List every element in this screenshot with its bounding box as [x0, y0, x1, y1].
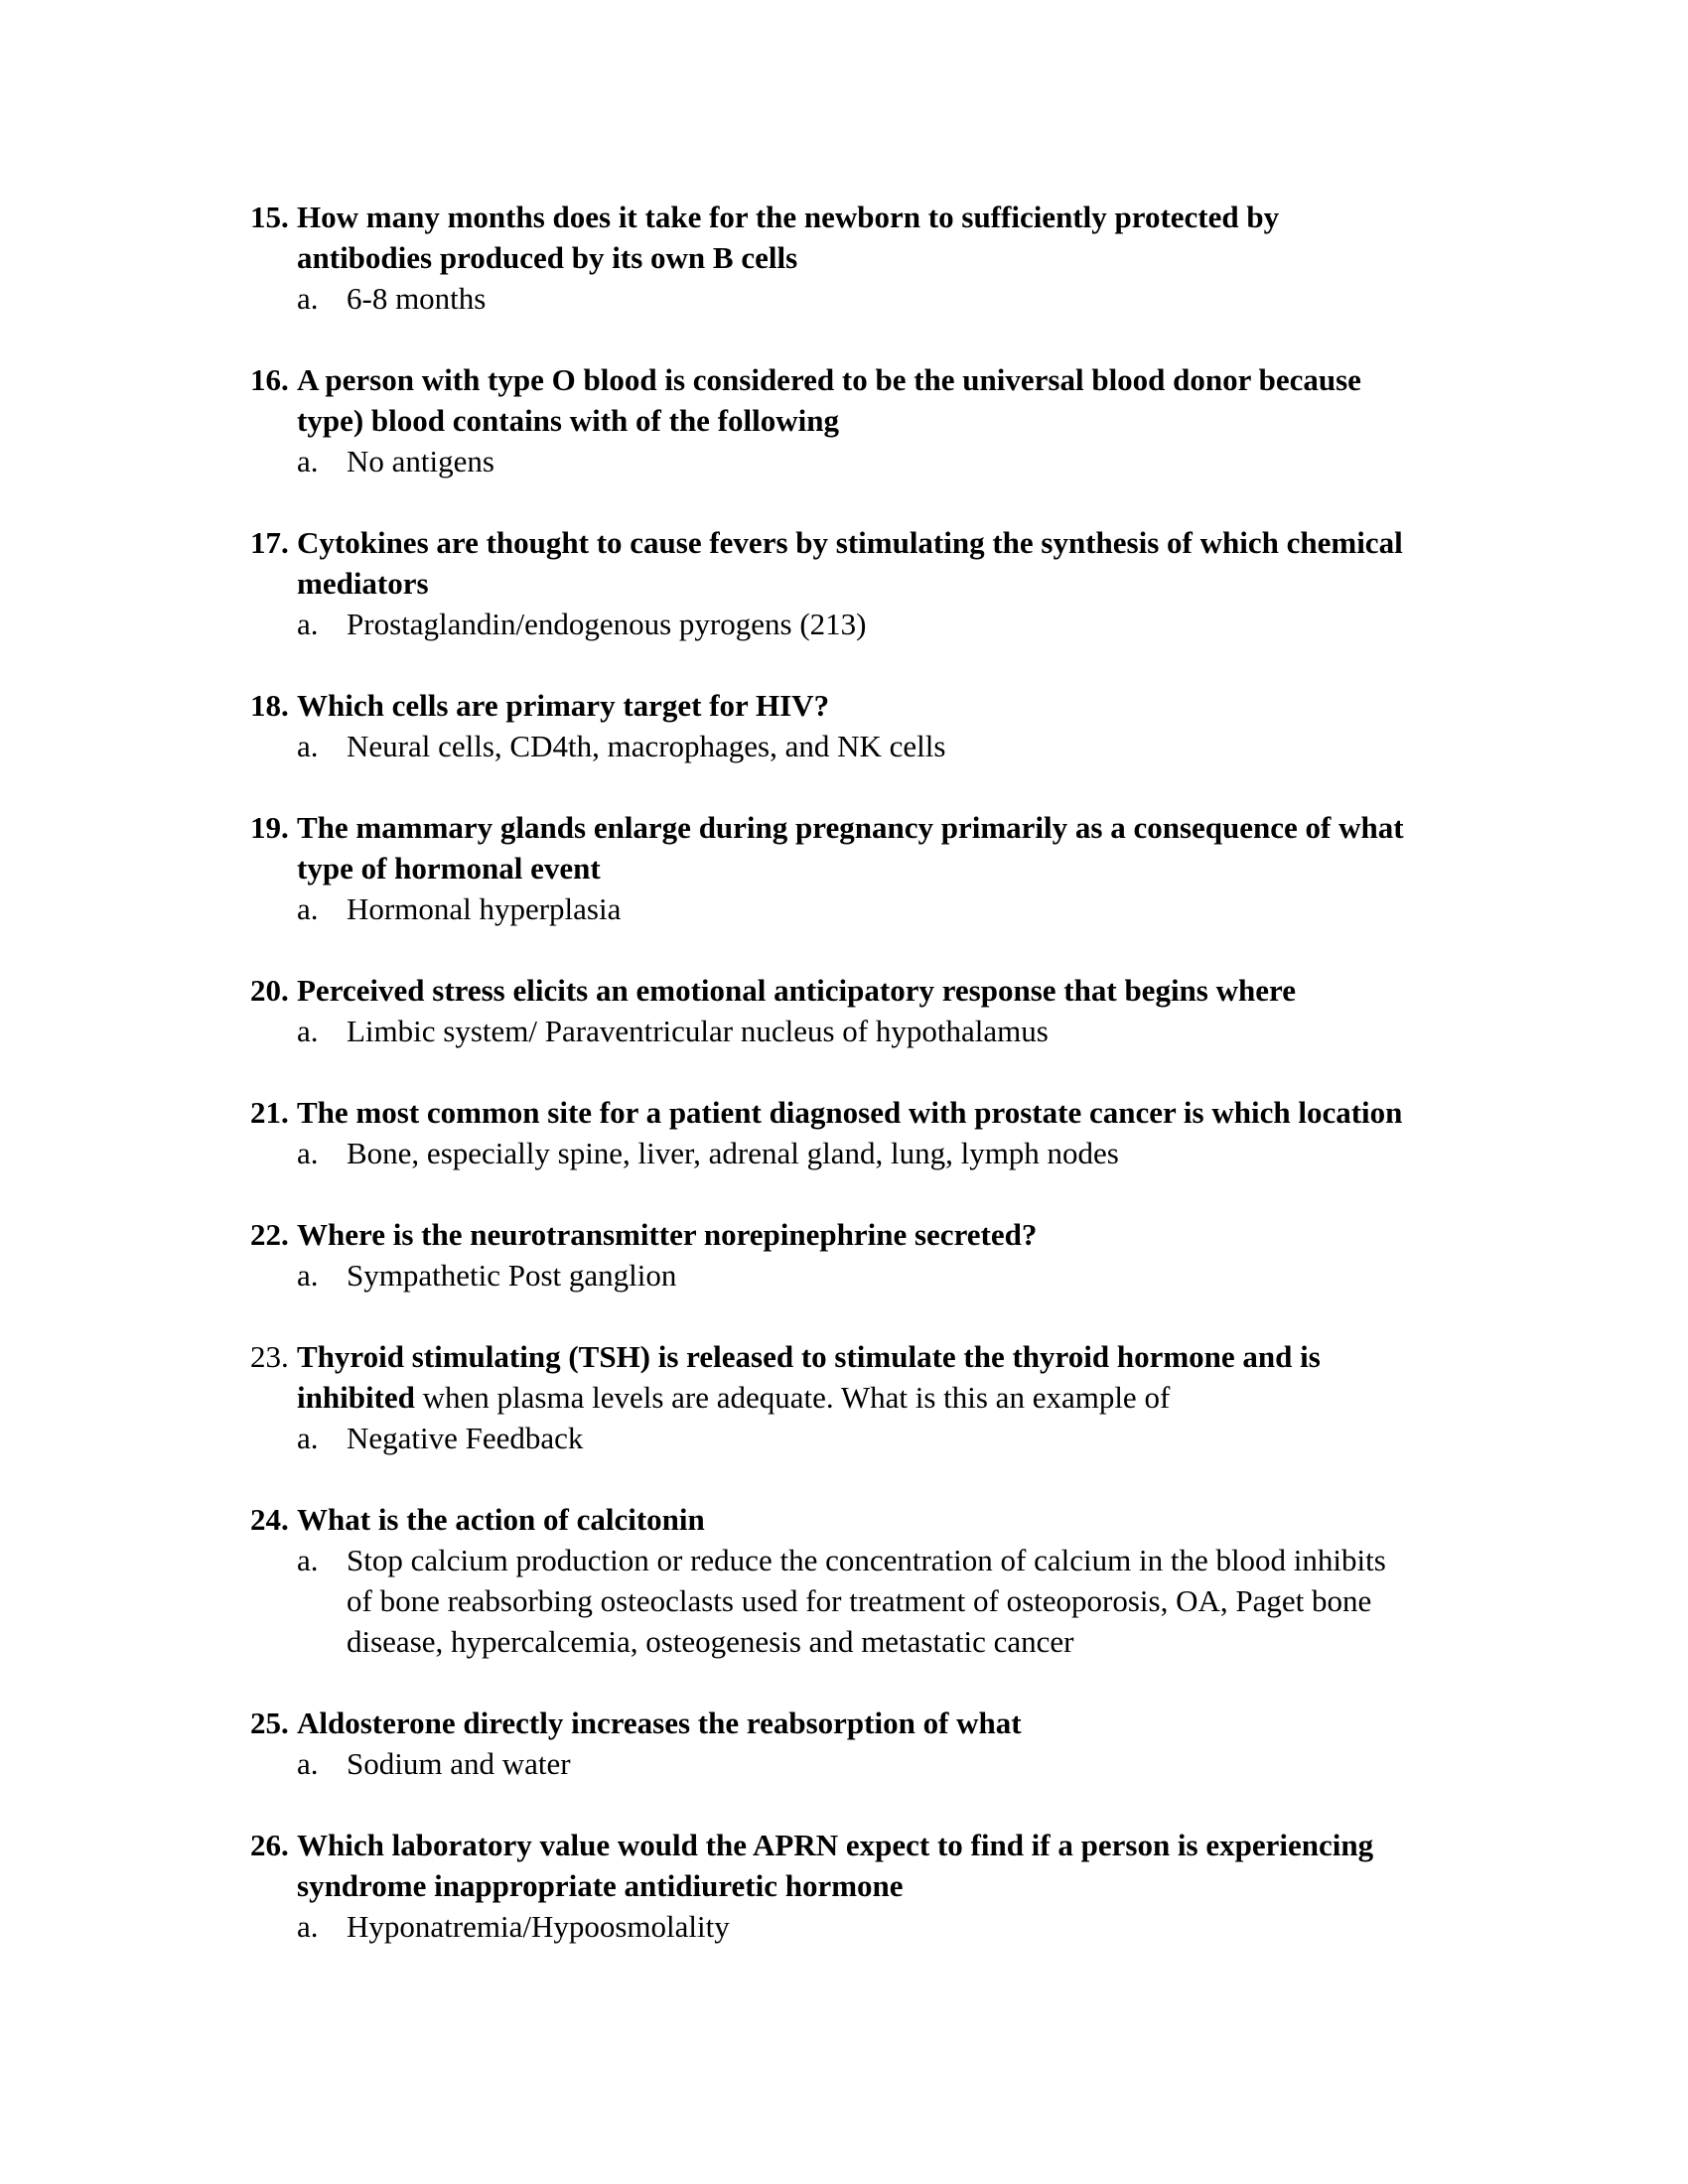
- question-text: [297, 1865, 904, 1906]
- answer-line: [250, 1621, 1501, 1662]
- answer-line: [250, 1418, 1501, 1458]
- question-text: [297, 400, 839, 441]
- answer-line: [250, 726, 1501, 766]
- question-item: [250, 1499, 1501, 1662]
- answer-letter: a.: [297, 281, 319, 316]
- question-item: [250, 1336, 1501, 1458]
- question-line: [250, 400, 1501, 441]
- question-number: 21.: [250, 1095, 289, 1130]
- answer-line: [250, 1011, 1501, 1051]
- answer-line: [250, 1906, 1501, 1947]
- question-number: 25.: [250, 1706, 289, 1740]
- question-text-bold: A person with type O blood is considered to be the universal blood donor because: [297, 362, 1361, 397]
- answer-text: Sympathetic Post ganglion: [347, 1258, 677, 1293]
- answer-text: 6-8 months: [347, 281, 487, 316]
- question-item: [250, 197, 1501, 319]
- answer-line: [250, 604, 1501, 644]
- answer-text: Bone, especially spine, liver, adrenal gland, lung, lymph nodes: [347, 1136, 1119, 1170]
- question-line: [250, 1214, 1501, 1255]
- answer-text: Prostaglandin/endogenous pyrogens (213): [347, 607, 867, 641]
- question-line: [250, 685, 1501, 726]
- question-number: 15.: [250, 200, 289, 234]
- question-line: [250, 848, 1501, 888]
- question-line: [250, 1865, 1501, 1906]
- question-line: [250, 807, 1501, 848]
- question-text-bold: Cytokines are thought to cause fevers by stimulating the synthesis of which chemical: [297, 525, 1403, 560]
- question-text: [297, 197, 1279, 237]
- answer-line: [250, 278, 1501, 319]
- question-text-bold: Aldosterone directly increases the reabsorption of what: [297, 1706, 1022, 1740]
- question-item: [250, 359, 1501, 481]
- question-text-bold: type of hormonal event: [297, 851, 601, 886]
- question-item: [250, 970, 1501, 1051]
- question-text: [297, 522, 1403, 563]
- question-text-bold: syndrome inappropriate antidiuretic hormone: [297, 1868, 904, 1903]
- answer-line: [250, 1133, 1501, 1173]
- question-text-bold: The most common site for a patient diagnosed with prostate cancer is which location: [297, 1095, 1403, 1130]
- question-item: [250, 1214, 1501, 1296]
- question-text-bold: mediators: [297, 566, 429, 601]
- question-text-regular: when plasma levels are adequate. What is this an example of: [414, 1380, 1171, 1415]
- answer-letter: a.: [297, 607, 319, 641]
- answer-line: [250, 1743, 1501, 1784]
- question-line: [250, 359, 1501, 400]
- answer-text: disease, hypercalcemia, osteogenesis and metastatic cancer: [347, 1624, 1074, 1659]
- question-text: [297, 970, 1296, 1011]
- answer-text: No antigens: [347, 444, 494, 478]
- answer-letter: a.: [297, 1746, 319, 1781]
- question-number: 16.: [250, 362, 289, 397]
- answer-text: Hormonal hyperplasia: [347, 891, 622, 926]
- question-item: [250, 522, 1501, 644]
- answer-text: Limbic system/ Paraventricular nucleus of hypothalamus: [347, 1014, 1049, 1048]
- question-text: [297, 1825, 1373, 1865]
- question-text: [297, 359, 1361, 400]
- question-line: [250, 1499, 1501, 1540]
- question-line: [250, 1703, 1501, 1743]
- answer-text: of bone reabsorbing osteoclasts used for treatment of osteoporosis, OA, Paget bone: [347, 1583, 1372, 1618]
- answer-letter: a.: [297, 1543, 319, 1577]
- answer-letter: a.: [297, 1421, 319, 1455]
- question-number: 22.: [250, 1217, 289, 1252]
- question-item: [250, 1703, 1501, 1784]
- question-number: 26.: [250, 1828, 289, 1862]
- question-text: [297, 563, 429, 604]
- question-text: [297, 1336, 1321, 1377]
- question-text: [297, 1092, 1402, 1133]
- question-line: [250, 1336, 1501, 1377]
- answer-line: [250, 1540, 1501, 1580]
- question-text: [297, 1703, 1022, 1743]
- question-line: [250, 522, 1501, 563]
- question-line: [250, 970, 1501, 1011]
- question-line: [250, 197, 1501, 237]
- question-line: [250, 1377, 1501, 1418]
- question-text: [297, 848, 601, 888]
- question-line: [250, 1825, 1501, 1865]
- answer-letter: a.: [297, 1014, 319, 1048]
- question-number: 18.: [250, 688, 289, 723]
- question-text: [297, 1214, 1037, 1255]
- question-item: [250, 685, 1501, 766]
- answer-line: [250, 1580, 1501, 1621]
- question-line: [250, 237, 1501, 278]
- question-number: 24.: [250, 1502, 289, 1537]
- answer-line: [250, 1255, 1501, 1296]
- question-line: [250, 1092, 1501, 1133]
- question-line: [250, 563, 1501, 604]
- question-text: [297, 685, 829, 726]
- question-text: [297, 237, 797, 278]
- question-item: [250, 1825, 1501, 1947]
- answer-text: Sodium and water: [347, 1746, 571, 1781]
- answer-letter: a.: [297, 1258, 319, 1293]
- question-number: 17.: [250, 525, 289, 560]
- answer-line: [250, 441, 1501, 481]
- question-text: [297, 1499, 705, 1540]
- answer-letter: a.: [297, 891, 319, 926]
- question-text: [297, 1377, 1170, 1418]
- question-text-bold: The mammary glands enlarge during pregnancy primarily as a consequence of what: [297, 810, 1404, 845]
- answer-letter: a.: [297, 729, 319, 763]
- question-text-bold: type) blood contains with of the following: [297, 403, 839, 438]
- answer-text: Negative Feedback: [347, 1421, 584, 1455]
- question-text-bold: What is the action of calcitonin: [297, 1502, 705, 1537]
- question-list: [250, 197, 1501, 1987]
- question-item: [250, 807, 1501, 929]
- question-text-bold: How many months does it take for the newborn to sufficiently protected by: [297, 200, 1280, 234]
- question-text-bold: Perceived stress elicits an emotional anticipatory response that begins where: [297, 973, 1296, 1008]
- question-text: [297, 807, 1404, 848]
- question-text-bold: Where is the neurotransmitter norepinephrine secreted?: [297, 1217, 1038, 1252]
- question-text-bold: Which cells are primary target for HIV?: [297, 688, 830, 723]
- question-text-bold: inhibited: [297, 1380, 415, 1415]
- question-number: 23.: [250, 1339, 289, 1374]
- answer-text: Hyponatremia/Hypoosmolality: [347, 1909, 730, 1944]
- answer-letter: a.: [297, 1136, 319, 1170]
- answer-text: Neural cells, CD4th, macrophages, and NK cells: [347, 729, 946, 763]
- answer-letter: a.: [297, 1909, 319, 1944]
- question-number: 19.: [250, 810, 289, 845]
- question-text-bold: antibodies produced by its own B cells: [297, 240, 798, 275]
- question-text-bold: Thyroid stimulating (TSH) is released to stimulate the thyroid hormone and is: [297, 1339, 1321, 1374]
- answer-letter: a.: [297, 444, 319, 478]
- answer-text: Stop calcium production or reduce the concentration of calcium in the blood inhibits: [347, 1543, 1386, 1577]
- question-number: 20.: [250, 973, 289, 1008]
- question-text-bold: Which laboratory value would the APRN expect to find if a person is experiencing: [297, 1828, 1374, 1862]
- answer-line: [250, 888, 1501, 929]
- question-item: [250, 1092, 1501, 1173]
